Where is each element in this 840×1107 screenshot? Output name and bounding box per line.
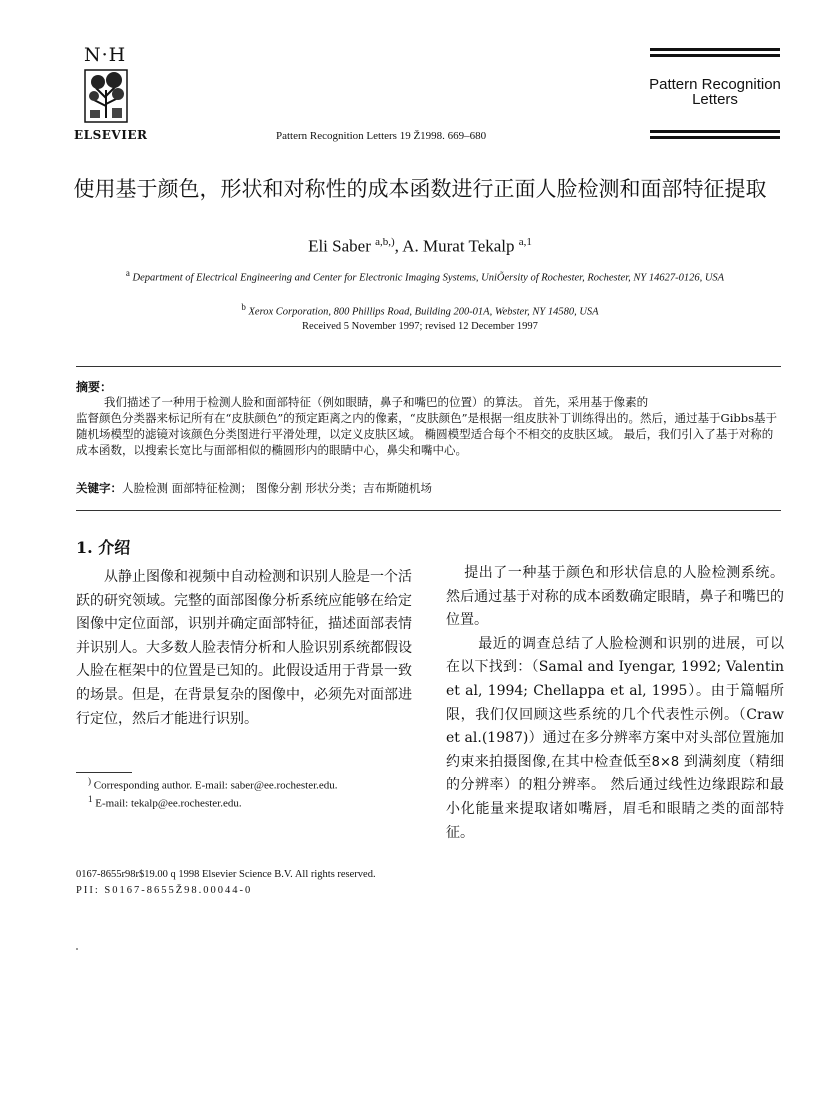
footnote-1: [88, 776, 338, 792]
copyright: 0167-8655r98r$19.00 q 1998 Elsevier Science B.V. All rights reserved.: [76, 869, 376, 880]
abstract-first-line: 我们描述了一种用于检测人脸和面部特征（例如眼睛，鼻子和嘴巴的位置）的算法。 首先，采用基于像素的: [104, 395, 649, 409]
author-1: Eli Saber: [308, 236, 371, 256]
elsevier-tree-icon: [82, 68, 130, 124]
divider-top: [76, 366, 781, 367]
author-2-marks: a,1: [518, 236, 532, 248]
affiliation-b-mark: b: [241, 302, 246, 312]
pii-code: PII: S0167-8655Ž98.00044-0: [76, 885, 253, 896]
logo-initials: N·H: [84, 44, 127, 66]
intro-right-paragraph-2-b: 到满刻度（精细的分辨率）的粗分辨率。 然后通过线性边缘跟踪和最小化能量来提取诸如嘴唇，眉毛和眼睛之类的面部特征。: [446, 753, 784, 841]
footnote-rule: [76, 772, 132, 773]
affiliation-a: [80, 265, 770, 287]
journal-title-line2: Letters: [692, 91, 738, 108]
author-1-marks: a,b,): [375, 236, 395, 248]
elsevier-logo: [74, 44, 148, 142]
abstract-text: [76, 394, 784, 458]
page-mark: [76, 948, 78, 950]
intro-right-paragraph-2-a: 最近的调查总结了人脸检测和识别的进展，可以在以下找到：（Samal and Iyengar, 1992; Valentin et al, 1994; Chellappa et al, 1995）。由于篇幅所限，我们仅回顾这些系统的几个代表性示例。（Craw et al.(1987)）通过在多分辨率方案中对头部位置施加约束来拍摄图像,在其中检查低至: [446, 635, 784, 770]
keywords: [76, 480, 784, 496]
abstract-heading: 摘要：: [76, 380, 113, 394]
received-dates: Received 5 November 1997; revised 12 December 1997: [302, 321, 538, 332]
affiliation-a-text: Department of Electrical Engineering and Center for Electronic Imaging Systems, UniÕersity of Rochester, Rochester, NY 14627-0126, USA: [132, 272, 725, 284]
author-line: [0, 236, 840, 257]
publisher-name: ELSEVIER: [74, 128, 148, 142]
affiliation-b-text: Xerox Corporation, 800 Phillips Road, Building 200-01A, Webster, NY 14580, USA: [248, 306, 599, 318]
journal-title-line1: Pattern Recognition: [649, 76, 781, 93]
footnote-1-mark: ): [88, 776, 91, 786]
divider-bottom: [76, 510, 781, 511]
footnote-1-text: Corresponding author. E-mail: saber@ee.rochester.edu.: [93, 779, 338, 792]
keywords-list: 人脸检测 面部特征检测； 图像分割 形状分类；吉布斯随机场: [122, 481, 432, 495]
journal-title: [640, 77, 790, 107]
affiliation-b: [0, 302, 840, 318]
keywords-label: 关键字：: [76, 481, 122, 495]
intro-right-paragraph-2: [446, 633, 784, 845]
article-title: 使用基于颜色，形状和对称性的成本函数进行正面人脸检测和面部特征提取: [73, 177, 767, 201]
intro-left-paragraph: 从静止图像和视频中自动检测和识别人脸是一个活跃的研究领域。完整的面部图像分析系统应能够在给定图像中定位面部，识别并确定面部特征，描述面部表情并识别人。大多数人脸表情分析和人脸识别系统都假设人脸在框架中的位置是已知的。此假设适用于背景一致的场景。但是，在背景复杂的图像中，必须先对面部进行定位，然后才能进行识别。: [76, 569, 412, 727]
section-title: 1. 介绍: [76, 538, 131, 557]
author-2: , A. Murat Tekalp: [394, 236, 515, 256]
journal-header-rule-top: [650, 48, 780, 60]
footnote-2: [88, 794, 242, 810]
affiliation-a-mark: a: [125, 268, 130, 278]
intro-right-column: [446, 562, 784, 845]
footnote-2-text: E-mail: tekalp@ee.rochester.edu.: [95, 797, 242, 810]
journal-citation: Pattern Recognition Letters 19 Ž1998. 669–680: [276, 130, 487, 142]
abstract-rest: 监督颜色分类器来标记所有在“皮肤颜色”的预定距离之内的像素，“皮肤颜色”是根据一组皮肤补丁训练得出的。然后，通过基于Gibbs基于随机场模型的滤镜对该颜色分类图进行平滑处理，以定义皮肤区域。 椭圆模型适合每个不相交的皮肤区域。 最后，我们引入了基于对称的成本函数，以搜索长宽比与面部相似的椭圆形内的眼睛中心，鼻尖和嘴中心。: [76, 411, 777, 457]
resolution-math: 8×8: [651, 754, 680, 770]
intro-right-paragraph-1: 提出了一种基于颜色和形状信息的人脸检测系统。 然后通过基于对称的成本函数确定眼睛，鼻子和嘴巴的位置。: [446, 565, 784, 629]
journal-header-rule-bottom: [650, 130, 780, 142]
footnote-2-mark: 1: [88, 794, 93, 804]
